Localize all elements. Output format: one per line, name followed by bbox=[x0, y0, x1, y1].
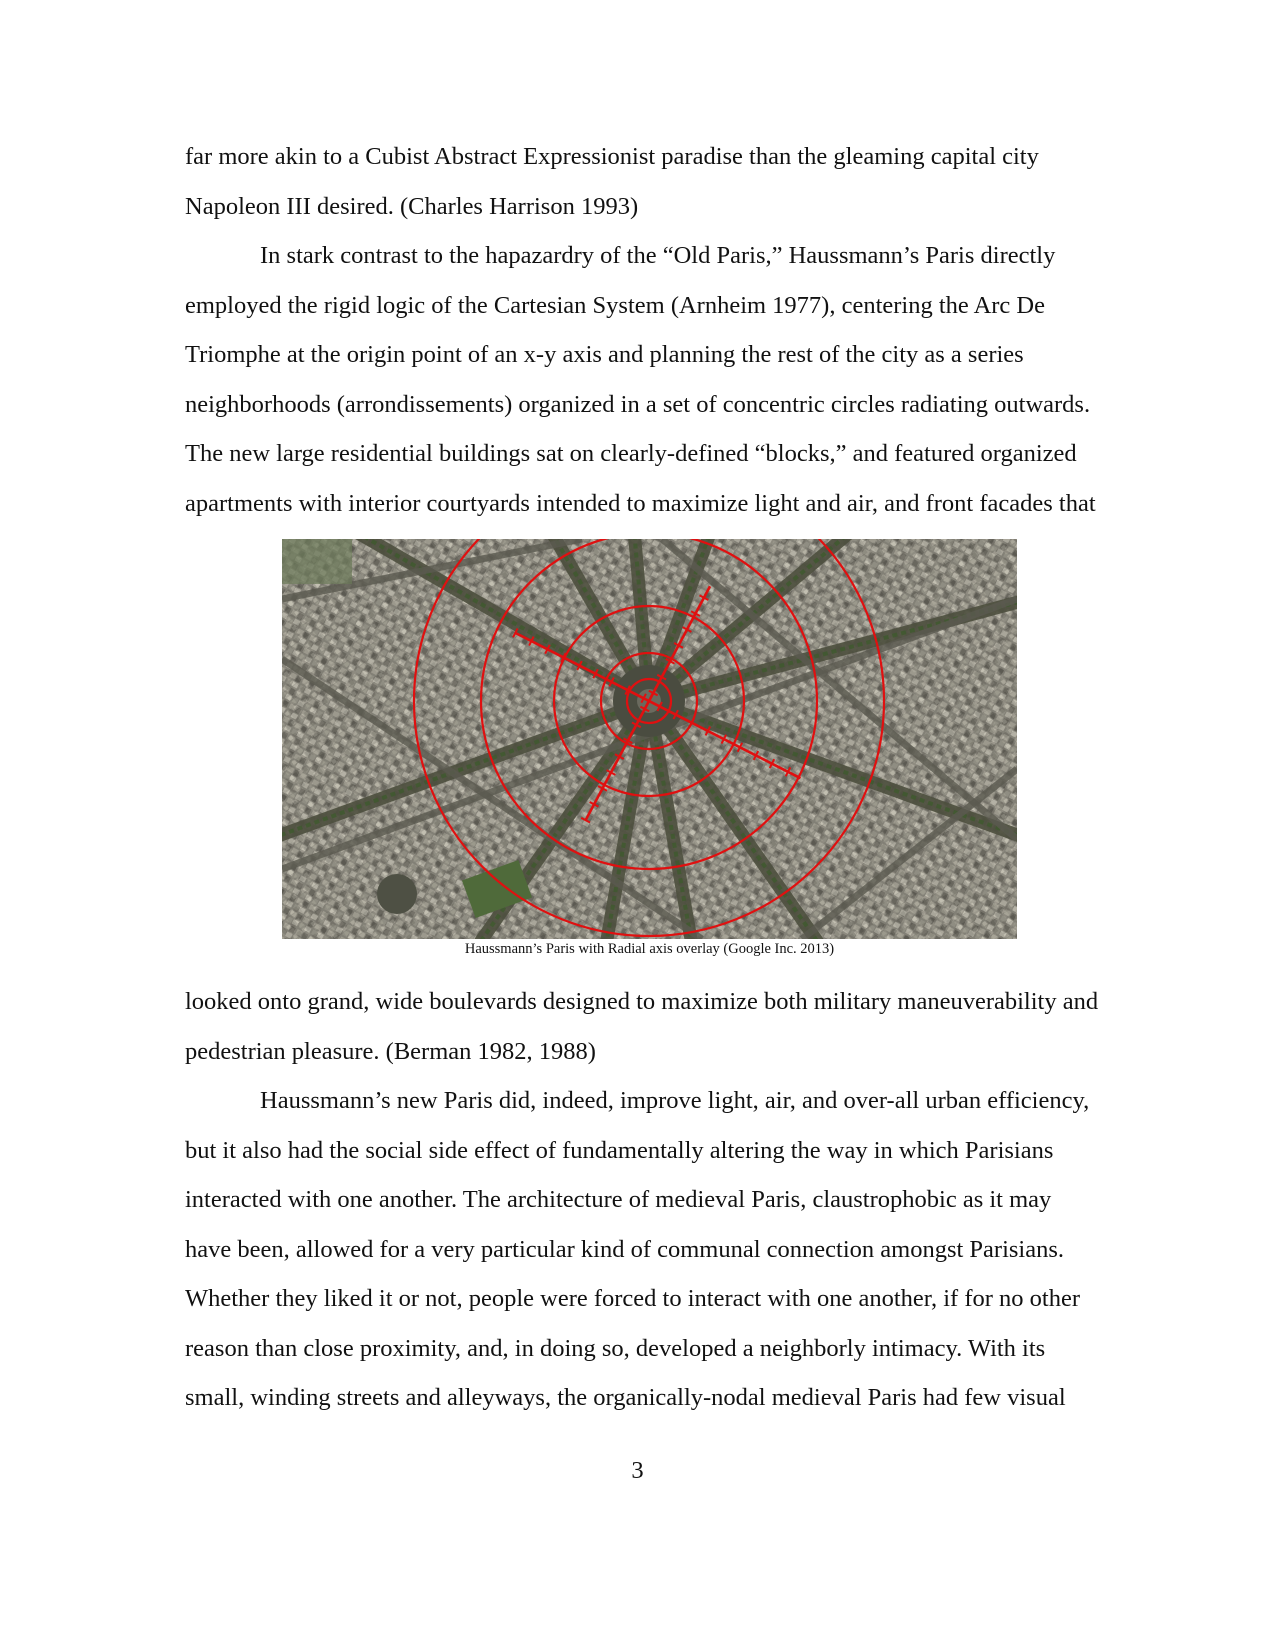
aerial-map-image bbox=[282, 539, 1017, 939]
text-line: In stark contrast to the hapazardry of the “Old Paris,” Haussmann’s Paris directly bbox=[260, 242, 1056, 269]
text-line: have been, allowed for a very particular kind of communal connection amongst Parisians. bbox=[185, 1235, 1064, 1263]
aerial-map-figure bbox=[282, 539, 1017, 939]
text-line: looked onto grand, wide boulevards designed to maximize both military maneuverability and bbox=[185, 988, 1099, 1015]
text-line: employed the rigid logic of the Cartesian System (Arnheim 1977), centering the Arc De bbox=[185, 291, 1045, 319]
roundabout bbox=[377, 874, 417, 914]
text-line: Whether they liked it or not, people were forced to interact with one another, if for no other bbox=[185, 1285, 1080, 1312]
text-line: Triomphe at the origin point of an x-y axis and planning the rest of the city as a series bbox=[185, 341, 1024, 368]
text-line: far more akin to a Cubist Abstract Expressionist paradise than the gleaming capital city bbox=[185, 143, 1039, 170]
figure-caption: Haussmann’s Paris with Radial axis overlay (Google Inc. 2013) bbox=[464, 941, 835, 957]
text-line: Haussmann’s new Paris did, indeed, improve light, air, and over-all urban efficiency, bbox=[260, 1087, 1090, 1114]
text-line: but it also had the social side effect of fundamentally altering the way in which Parisians bbox=[185, 1136, 1054, 1164]
text-line: interacted with one another. The architecture of medieval Paris, claustrophobic as it may bbox=[185, 1186, 1052, 1213]
text-line: The new large residential buildings sat on clearly-defined “blocks,” and featured organized bbox=[185, 440, 1077, 467]
paragraph bbox=[185, 1076, 1105, 1423]
paragraph bbox=[185, 231, 1105, 528]
paragraph bbox=[185, 977, 1105, 1076]
park-patch bbox=[282, 539, 352, 584]
text-line: apartments with interior courtyards intended to maximize light and air, and front facades that bbox=[185, 489, 1096, 517]
text-line: small, winding streets and alleyways, the organically-nodal medieval Paris had few visual bbox=[185, 1384, 1066, 1411]
text-line: neighborhoods (arrondissements) organized in a set of concentric circles radiating outwards. bbox=[185, 390, 1091, 418]
page-number: 3 bbox=[631, 1457, 644, 1484]
text-line: pedestrian pleasure. (Berman 1982, 1988) bbox=[185, 1037, 596, 1065]
text-line: reason than close proximity, and, in doing so, developed a neighborly intimacy. With its bbox=[185, 1334, 1046, 1362]
text-line: Napoleon III desired. (Charles Harrison 1993) bbox=[185, 192, 639, 220]
paragraph bbox=[185, 132, 1105, 231]
